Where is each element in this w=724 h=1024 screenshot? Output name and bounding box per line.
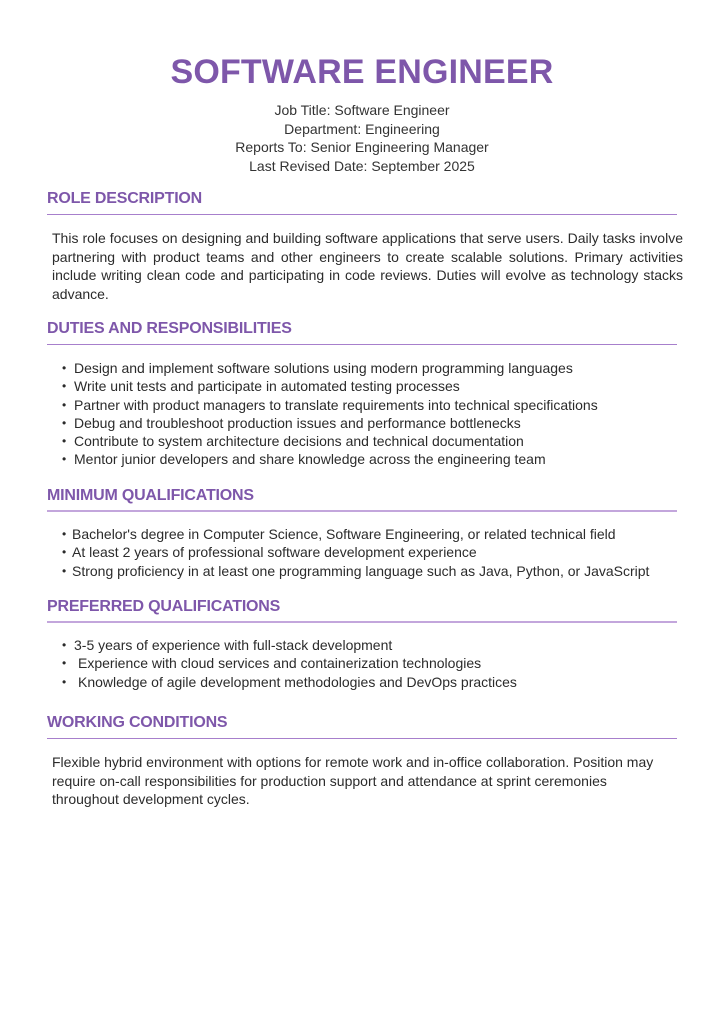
role-description-text: This role focuses on designing and building software applications that serve users. Daily tasks involve partnering with product teams and other engineers to create scalable solutions. Primary activities include writing clean code and participating in code reviews. Duties will evolve as technology stacks advance. [52,230,683,302]
list-item: • At least 2 years of professional software development experience [62,544,477,561]
minimum-qualifications-list [62,525,649,580]
list-item: • Contribute to system architecture decisions and technical documentation [62,433,524,450]
list-item: • Debug and troubleshoot production issues and performance bottlenecks [62,414,521,431]
department-line: Department: Engineering [284,120,440,137]
bullet-icon: • [62,674,67,689]
bullet-icon: • [62,638,67,652]
list-item: • 3-5 years of experience with full-stack development [62,637,393,653]
bullet-icon: • [62,527,67,541]
preferred-qualifications-list [62,636,517,691]
section-divider [47,214,677,215]
job-meta-block [0,101,724,175]
duties-list [62,359,598,469]
bullet-icon: • [62,415,67,430]
list-item: • Design and implement software solutions using modern programming languages [62,360,573,376]
list-item: • Knowledge of agile development methodologies and DevOps practices [62,673,517,690]
list-item: • Partner with product managers to translate requirements into technical specifications [62,396,598,413]
bullet-icon: • [62,545,67,560]
bullet-icon: • [62,434,67,449]
bullet-icon: • [62,452,67,467]
section-divider [47,621,677,623]
reports-to-line: Reports To: Senior Engineering Manager [235,139,489,155]
list-item: • Write unit tests and participate in automated testing processes [62,378,460,395]
section-heading-working-conditions: WORKING CONDITIONS [47,714,228,731]
bullet-icon: • [62,361,67,375]
section-heading-role-description: ROLE DESCRIPTION [47,190,203,207]
section-heading-minimum-qualifications: MINIMUM QUALIFICATIONS [47,487,254,504]
working-conditions-text: Flexible hybrid environment with options for remote work and in-office collaboration. Position may require on-call responsibilities for production support and attendance at sprint ceremonies throughout development cycles. [52,754,654,807]
bullet-icon: • [62,397,67,412]
list-item: • Experience with cloud services and containerization technologies [62,655,482,672]
list-item: • Bachelor's degree in Computer Science, Software Engineering, or related technical field [62,526,616,542]
section-divider [47,344,677,345]
section-heading-duties: DUTIES AND RESPONSIBILITIES [47,320,292,337]
section-divider [47,510,677,512]
bullet-icon: • [62,656,67,671]
list-item: • Mentor junior developers and share knowledge across the engineering team [62,451,546,468]
list-item: • Strong proficiency in at least one programming language such as Java, Python, or JavaScript [62,562,650,579]
bullet-icon: • [62,563,67,578]
last-revised-line: Last Revised Date: September 2025 [249,157,475,174]
section-heading-preferred-qualifications: PREFERRED QUALIFICATIONS [47,598,281,615]
bullet-icon: • [62,379,67,394]
section-divider [47,738,677,739]
page-title: SOFTWARE ENGINEER [170,53,554,91]
job-title-line: Job Title: Software Engineer [274,102,450,118]
